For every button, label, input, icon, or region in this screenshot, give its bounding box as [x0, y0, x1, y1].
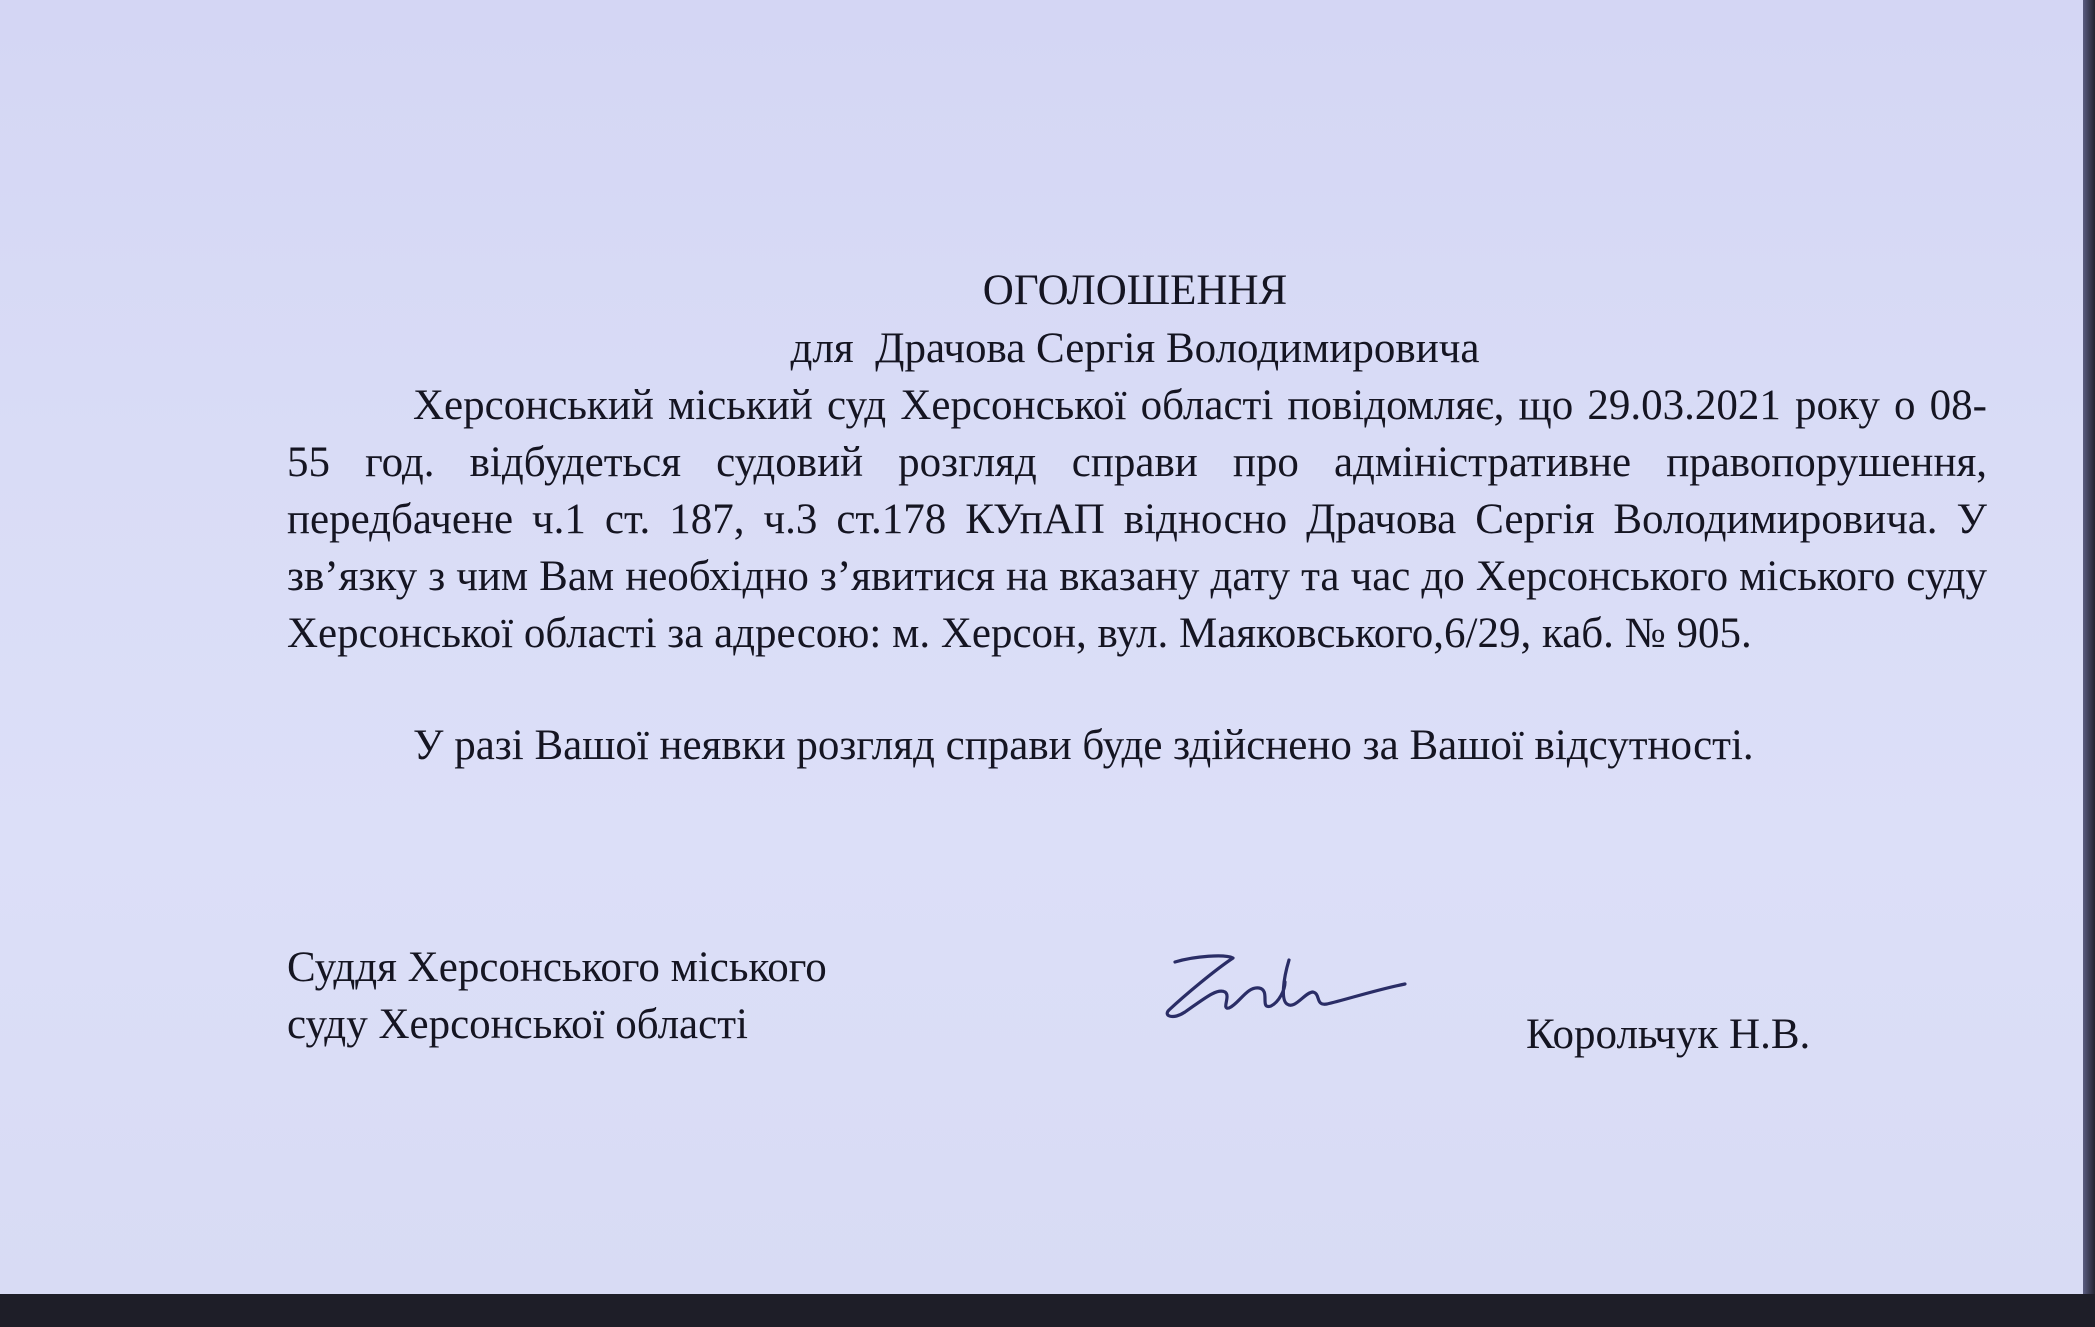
notice-title: ОГОЛОШЕННЯ [982, 267, 1288, 314]
notice-addressee: для Драчова Сергія Володимировича [790, 325, 1480, 372]
table-surface [0, 1294, 2095, 1327]
notice-warning: У разі Вашої неявки розгляд справи буде здійснено за Вашої відсутності. [413, 722, 1754, 769]
judge-title [287, 939, 987, 1053]
notice-body: Херсонський міський суд Херсонської області повідомляє, що 29.03.2021 року о 08-55 год. відбудеться судовий розгляд справи про адміністративне правопорушення, передбачене ч.1 ст. 187, ч.3 ст.178 КУпАП відносно Драчова Сергія Володимировича. У зв’язку з чим Вам необхідно з’явитися на вказану дату та час до Херсонського міського суду Херсонської області за адресою: м. Херсон, вул. Маяковського,6/29, каб. № 905. [287, 382, 1987, 657]
judge-name: Корольчук Н.В. [1526, 1011, 1811, 1058]
judge-title-line2: суду Херсонської області [287, 1001, 748, 1048]
judge-title-line1: Суддя Херсонського міського [287, 944, 827, 991]
handwritten-signature [1155, 940, 1415, 1030]
paper-right-edge [2083, 0, 2095, 1327]
